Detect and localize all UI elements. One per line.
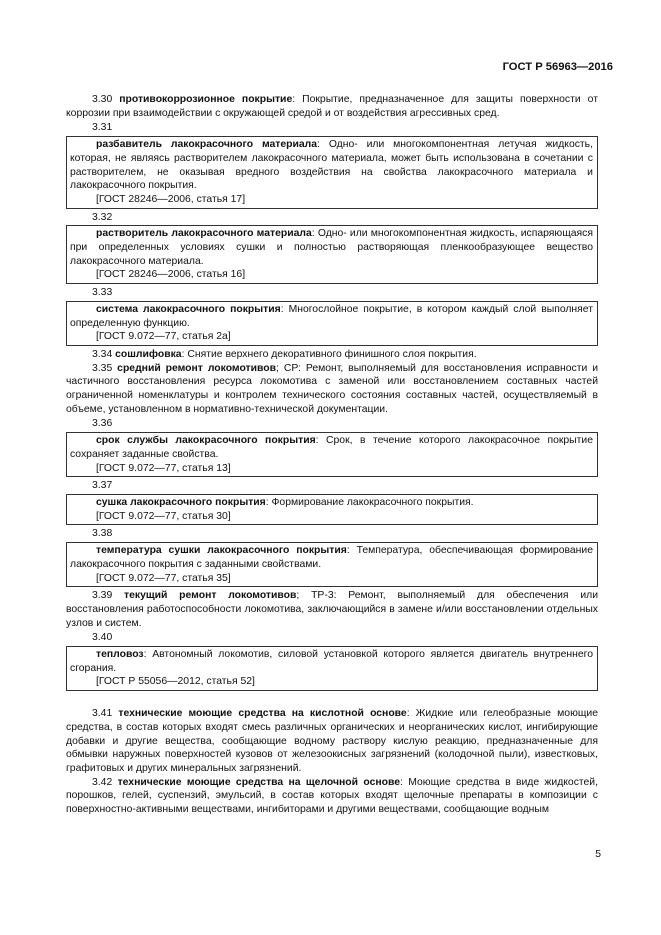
term-entry: разбавитель лакокрасочного материала: Одно- или многокомпонентная летучая жидкость, которая, не являясь растворителем лакокрасочного материала, может быть использована в сочетании с растворителем, не оказывая вредного воздействия на свойства лакокрасочного материала и лакокрасочного покрытия. xyxy=(70,139,593,192)
term-name: технические моющие средства на щелочной основе xyxy=(117,776,401,788)
term-entry: 3.34 сошлифовка: Снятие верхнего декоративного финишного слоя покрытия. xyxy=(92,348,477,360)
term-name: технические моющие средства на кислотной основе xyxy=(118,708,407,720)
quoted-term-box xyxy=(66,136,598,209)
term-number: 3.39 xyxy=(92,590,113,602)
quoted-term-box xyxy=(66,542,598,587)
term-definition: Покрытие, предназначенное для защиты поверхности от коррозии при взаимодействии с окружающей средой и от воздействия агрессивных сред. xyxy=(66,94,598,119)
term-number: 3.35 xyxy=(92,362,113,374)
term-definition: Автономный локомотив, силовой установкой которого является двигатель внутреннего сгорания. xyxy=(70,649,593,674)
term-entry: тепловоз: Автономный локомотив, силовой установкой которого является двигатель внутреннего сгорания. xyxy=(70,649,593,674)
term-number: 3.42 xyxy=(92,776,113,788)
quoted-term-box xyxy=(66,432,598,477)
standard-designation: ГОСТ Р 56963—2016 xyxy=(502,61,613,73)
term-name: сошлифовка xyxy=(115,348,182,360)
term-entry: 3.41 технические моющие средства на кислотной основе: Жидкие или гелеобразные моющие средства, в состав которых входят смесь различных органических и неорганических кислот, ингибирующие добавки и другие вещества, сообщающие водному раствору кислую реакцию, предназначенные для обмывки наружных поверхностей кузовов от железоокисных загрязнений (колодочной пыли), известковых, графитовых и других минеральных загрязнений. xyxy=(66,708,599,774)
term-entry: растворитель лакокрасочного материала: Одно- или многокомпонентная жидкость, испаряющаяся при определенных условиях сушки и полностью растворяющая пленкообразующее вещество лакокрасочного материала. xyxy=(70,228,593,267)
term-number: 3.32 xyxy=(92,211,113,223)
term-name: тепловоз xyxy=(96,649,144,661)
term-definition: Одно- или многокомпонентная жидкость, испаряющаяся при определенных условиях сушки и полностью растворяющая пленкообразующее вещество лакокрасочного материала. xyxy=(70,228,593,267)
quoted-term-box xyxy=(66,494,598,525)
term-definition: Формирование лакокрасочного покрытия. xyxy=(271,496,474,508)
term-name: система лакокрасочного покрытия xyxy=(96,303,281,315)
term-source: [ГОСТ 9.072—77, статья 30] xyxy=(96,510,231,522)
term-name: растворитель лакокрасочного материала xyxy=(96,228,312,240)
term-definition: Многослойное покрытие, в котором каждый слой выполняет определенную функцию. xyxy=(70,303,593,329)
term-entry: сушка лакокрасочного покрытия: Формирование лакокрасочного покрытия. xyxy=(96,496,474,508)
term-source: [ГОСТ 28246—2006, статья 17] xyxy=(96,193,246,205)
term-number: 3.41 xyxy=(92,708,113,720)
term-name: срок службы лакокрасочного покрытия xyxy=(96,435,316,447)
term-name: противокоррозионное покрытие xyxy=(119,94,293,105)
spacer xyxy=(66,693,598,707)
quoted-term-box xyxy=(66,301,598,346)
term-name: текущий ремонт локомотивов xyxy=(124,590,297,602)
term-source: [ГОСТ 9.072—77, статья 13] xyxy=(96,462,231,474)
term-definition: Одно- или многокомпонентная летучая жидкость, которая, не являясь растворителем лакокрасочного материала, может быть использована в сочетании с растворителем, не оказывая вредного воздействия на свойства лакокрасочного материала и лакокрасочного покрытия. xyxy=(70,139,593,192)
term-definition: Снятие верхнего декоративного финишного слоя покрытия. xyxy=(187,348,477,360)
term-entry: срок службы лакокрасочного покрытия: Срок, в течение которого лакокрасочное покрытие сохраняет заданные свойства. xyxy=(70,435,593,460)
term-definition: Жидкие или гелеобразные моющие средства, в состав которых входят смесь различных органических и неорганических кислот, ингибирующие добавки и другие вещества, сообщающие водному раствору кислую реакцию, предназначенные для обмывки наружных поверхностей кузовов от железоокисных загрязнений (колодочной пыли), известковых, графитовых и других минеральных загрязнений. xyxy=(66,708,599,774)
term-number: 3.38 xyxy=(92,528,113,540)
term-number: 3.33 xyxy=(92,287,113,299)
term-definition: Срок, в течение которого лакокрасочное покрытие сохраняет заданные свойства. xyxy=(70,435,593,460)
term-number: 3.40 xyxy=(92,632,113,644)
quoted-term-box xyxy=(66,225,598,284)
term-number: 3.36 xyxy=(92,418,113,430)
term-source: [ГОСТ 9.072—77, статья 35] xyxy=(96,572,231,584)
term-definition: Температура, обеспечивающая формирование лакокрасочного покрытия с заданными свойствами. xyxy=(70,545,593,570)
term-definition: ТР-3: Ремонт, выполняемый для обеспечения или восстановления работоспособности локомотива, заключающийся в замене и/или восстановлении отдельных узлов и систем. xyxy=(66,590,598,629)
term-definition: Моющие средства в виде жидкостей, порошков, гелей, суспензий, эмульсий, в состав которых входят щелочные препараты в композиции с поверхностно-активными веществами, ингибиторами и другими веществами, сообщающие водным xyxy=(66,776,599,816)
term-source: [ГОСТ Р 55056—2012, статья 52] xyxy=(96,676,255,688)
term-name: разбавитель лакокрасочного материала xyxy=(96,139,318,151)
term-source: [ГОСТ 28246—2006, статья 16] xyxy=(96,269,246,281)
terms-list xyxy=(66,93,598,817)
term-name: температура сушки лакокрасочного покрытия xyxy=(96,545,347,557)
term-entry: температура сушки лакокрасочного покрытия: Температура, обеспечивающая формирование лакокрасочного покрытия с заданными свойствами. xyxy=(70,545,593,570)
term-definition: СР: Ремонт, выполняемый для восстановления исправности и частичного восстановления ресурса локомотива с заменой или восстановлением составных частей ограниченной номенклатуры и контролем технического состояния составных частей, осуществляемый в объеме, установленном в нормативно-технической документации. xyxy=(66,362,598,415)
term-source: [ГОСТ 9.072—77, статья 2а] xyxy=(96,331,231,343)
term-number: 3.30 xyxy=(92,94,113,105)
term-number: 3.34 xyxy=(92,348,113,360)
term-entry: 3.35 средний ремонт локомотивов; СР: Ремонт, выполняемый для восстановления исправности и частичного восстановления ресурса локомотива с заменой или восстановлением составных частей ограниченной номенклатуры и контролем технического состояния составных частей, осуществляемый в объеме, установленном в нормативно-технической документации. xyxy=(66,362,598,415)
term-entry: 3.42 технические моющие средства на щелочной основе: Моющие средства в виде жидкостей, порошков, гелей, суспензий, эмульсий, в состав которых входят щелочные препараты в композиции с поверхностно-активными веществами, ингибиторами и другими веществами, сообщающие водным xyxy=(66,776,599,816)
term-entry: 3.39 текущий ремонт локомотивов; ТР-3: Ремонт, выполняемый для обеспечения или восстановления работоспособности локомотива, заключающийся в замене и/или восстановлении отдельных узлов и систем. xyxy=(66,590,598,629)
term-entry: 3.30 противокоррозионное покрытие: Покрытие, предназначенное для защиты поверхности от коррозии при взаимодействии с окружающей средой и от воздействия агрессивных сред. xyxy=(66,94,598,119)
term-number: 3.37 xyxy=(92,480,113,492)
page-number: 5 xyxy=(595,849,601,860)
term-name: сушка лакокрасочного покрытия xyxy=(96,496,266,508)
term-entry: система лакокрасочного покрытия: Многослойное покрытие, в котором каждый слой выполняет определенную функцию. xyxy=(70,303,593,329)
quoted-term-box xyxy=(66,646,598,691)
term-number: 3.31 xyxy=(92,122,113,134)
term-name: средний ремонт локомотивов xyxy=(117,362,277,374)
